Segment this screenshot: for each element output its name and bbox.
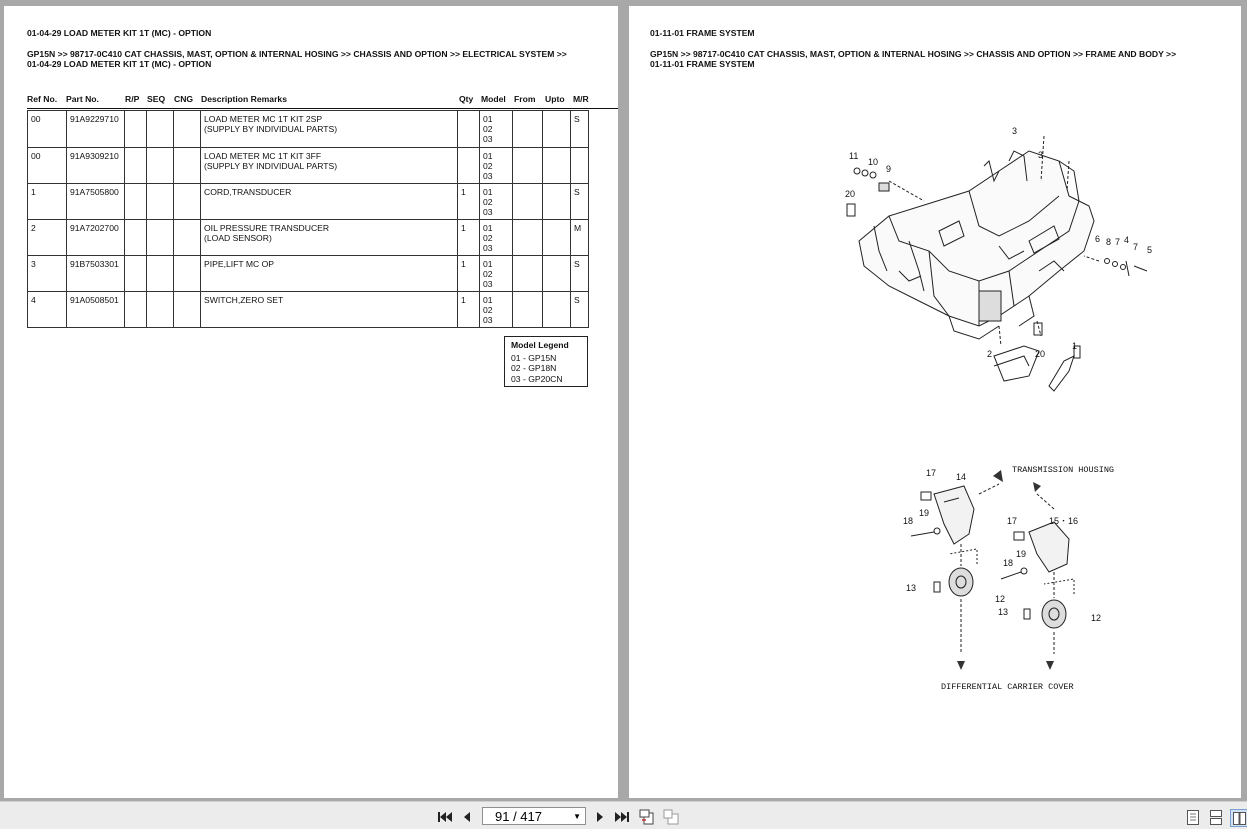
cell-model-text: 01 [483, 187, 493, 197]
cell-description-text: (SUPPLY BY INDIVIDUAL PARTS) [204, 124, 338, 135]
cell-cng [174, 292, 201, 328]
cell-mr-text: S [574, 114, 580, 124]
cell-qty-text: 1 [461, 223, 466, 233]
viewer-toolbar [0, 801, 1247, 829]
page-number-select[interactable] [482, 807, 586, 825]
callout-20a: 20 [845, 189, 856, 199]
col-model: Model [481, 94, 506, 104]
table-row [28, 256, 589, 292]
cell-seq [147, 292, 174, 328]
continuous-view-icon[interactable] [1208, 809, 1224, 825]
cell-ref-text: 3 [31, 259, 36, 269]
cell-qty-text: 1 [461, 295, 466, 305]
cell-qty [458, 292, 480, 328]
cell-from [513, 148, 543, 184]
model-legend-title: Model Legend [511, 340, 569, 350]
callout-10: 10 [868, 157, 879, 167]
cell-mr-text: S [574, 295, 580, 305]
cell-mr-text: S [574, 187, 580, 197]
left-page [4, 6, 618, 798]
fit-icon[interactable] [663, 809, 679, 825]
chevron-down-icon: ▼ [573, 812, 581, 821]
callout-13a: 13 [906, 583, 917, 593]
table-row [28, 111, 589, 148]
cell-model-text: 01 [483, 151, 493, 161]
cell-model-text: 01 [483, 114, 493, 124]
cell-from [513, 256, 543, 292]
cell-mr [571, 184, 589, 220]
cell-mr [571, 256, 589, 292]
cell-ref [28, 292, 67, 328]
cell-part-no-text: 91A7202700 [70, 223, 119, 233]
callout-15-16: 15・16 [1049, 516, 1079, 526]
col-mr: M/R [573, 94, 589, 104]
cell-cng [174, 184, 201, 220]
cell-qty [458, 220, 480, 256]
left-breadcrumb-line2: 01-04-29 LOAD METER KIT 1T (MC) - OPTION [27, 59, 212, 69]
callout-17a: 17 [926, 468, 937, 478]
cell-rp [125, 220, 147, 256]
cell-mr [571, 220, 589, 256]
col-upto: Upto [545, 94, 565, 104]
two-page-view-icon[interactable] [1230, 809, 1247, 827]
callout-20b: 20 [1035, 349, 1046, 359]
cell-upto [543, 111, 571, 148]
table-row [28, 220, 589, 256]
table-row [28, 184, 589, 220]
callout-2: 2 [987, 349, 993, 359]
cell-rp [125, 256, 147, 292]
cell-seq [147, 148, 174, 184]
cell-ref [28, 148, 67, 184]
cell-upto [543, 292, 571, 328]
right-page-title: 01-11-01 FRAME SYSTEM [650, 28, 755, 38]
cell-model-text: 03 [483, 315, 493, 326]
cell-ref [28, 111, 67, 148]
cell-cng [174, 111, 201, 148]
cell-description-text: LOAD METER MC 1T KIT 2SP [204, 114, 323, 124]
legend-item: 03 - GP20CN [511, 373, 563, 384]
cell-model [480, 292, 513, 328]
cell-description [201, 220, 458, 256]
cell-model-text: 03 [483, 207, 493, 218]
cell-model-text: 03 [483, 171, 493, 182]
cell-rp [125, 111, 147, 148]
cell-description [201, 256, 458, 292]
callout-5: 5 [1147, 245, 1153, 255]
callout-12b: 12 [1091, 613, 1102, 623]
col-seq: SEQ [147, 94, 166, 104]
prev-page-icon[interactable] [459, 809, 475, 825]
cell-seq [147, 184, 174, 220]
callout-3a: 3 [1012, 126, 1018, 136]
cell-qty-text: 1 [461, 187, 466, 197]
cell-mr [571, 148, 589, 184]
left-breadcrumb-line1: GP15N >> 98717-0C410 CAT CHASSIS, MAST, OPTION & INTERNAL HOSING >> CHASSIS AND OPTION >> ELECTRICAL SYSTEM >> [27, 49, 567, 59]
cell-description-text: LOAD METER MC 1T KIT 3FF [204, 151, 322, 161]
cell-qty [458, 256, 480, 292]
cell-description-text: (LOAD SENSOR) [204, 233, 272, 244]
cell-upto [543, 220, 571, 256]
cell-mr-text: M [574, 223, 582, 233]
cell-model [480, 111, 513, 148]
cell-rp [125, 292, 147, 328]
cell-model-text: 02 [483, 197, 493, 208]
callout-7b: 7 [1133, 242, 1139, 252]
cell-upto [543, 256, 571, 292]
callout-17b: 17 [1007, 516, 1018, 526]
callout-14: 14 [956, 472, 967, 482]
cell-model-text: 03 [483, 279, 493, 290]
cell-ref-text: 2 [31, 223, 36, 233]
cell-from [513, 220, 543, 256]
col-from: From [514, 94, 536, 104]
callout-18b: 18 [1003, 558, 1014, 568]
cell-cng [174, 256, 201, 292]
frame-exploded-diagram [829, 121, 1169, 401]
cell-model-text: 01 [483, 259, 493, 269]
callout-1: 1 [1072, 341, 1078, 351]
page-number-value: 91 / 417 [495, 809, 542, 824]
cell-ref-text: 00 [31, 151, 41, 161]
callout-6: 6 [1095, 234, 1101, 244]
mount-exploded-diagram [889, 454, 1149, 694]
col-part-no: Part No. [66, 94, 99, 104]
legend-item: 01 - GP15N [511, 353, 557, 364]
cell-part-no [67, 256, 125, 292]
cell-ref [28, 184, 67, 220]
cell-part-no-text: 91A9309210 [70, 151, 119, 161]
cell-cng [174, 148, 201, 184]
cell-mr-text: S [574, 259, 580, 269]
cell-part-no [67, 220, 125, 256]
cell-ref-text: 00 [31, 114, 41, 124]
callout-19a: 19 [919, 508, 930, 518]
cell-upto [543, 148, 571, 184]
cell-description-text: CORD,TRANSDUCER [204, 187, 292, 197]
cell-model-text: 01 [483, 223, 493, 233]
callout-13b: 13 [998, 607, 1009, 617]
table-row [28, 148, 589, 184]
first-page-icon[interactable] [437, 809, 453, 825]
transmission-housing-label: TRANSMISSION HOUSING [1012, 465, 1115, 475]
cell-qty [458, 111, 480, 148]
cell-part-no-text: 91A9229710 [70, 114, 119, 124]
cell-qty-text: 1 [461, 259, 466, 269]
cell-from [513, 292, 543, 328]
callout-7a: 7 [1115, 237, 1121, 247]
cell-model [480, 184, 513, 220]
cell-model-text: 01 [483, 295, 493, 305]
cell-part-no [67, 111, 125, 148]
cell-description [201, 292, 458, 328]
next-page-icon[interactable] [592, 809, 608, 825]
col-rp: R/P [125, 94, 140, 104]
legend-item: 02 - GP18N [511, 363, 557, 374]
cell-seq [147, 111, 174, 148]
cell-model-text: 03 [483, 243, 493, 254]
cell-upto [543, 184, 571, 220]
cell-seq [147, 256, 174, 292]
cell-part-no [67, 292, 125, 328]
cell-model [480, 148, 513, 184]
cell-ref-text: 1 [31, 187, 36, 197]
callout-4: 4 [1124, 235, 1130, 245]
cell-ref [28, 220, 67, 256]
cell-description [201, 148, 458, 184]
cell-model [480, 256, 513, 292]
cell-model-text: 02 [483, 161, 493, 172]
left-page-title: 01-04-29 LOAD METER KIT 1T (MC) - OPTION [27, 28, 212, 38]
col-description: Description Remarks [201, 94, 287, 104]
cell-description [201, 111, 458, 148]
right-page [629, 6, 1241, 798]
callout-11: 11 [849, 151, 859, 161]
cell-model [480, 220, 513, 256]
cell-ref [28, 256, 67, 292]
callout-8: 8 [1106, 237, 1112, 247]
single-page-view-icon[interactable] [1185, 809, 1201, 825]
cell-ref-text: 4 [31, 295, 36, 305]
cell-description-text: OIL PRESSURE TRANSDUCER [204, 223, 330, 233]
callout-12a: 12 [995, 594, 1006, 604]
callout-9: 9 [886, 164, 892, 174]
cell-rp [125, 184, 147, 220]
rotate-icon[interactable] [639, 809, 655, 825]
cell-description-text: SWITCH,ZERO SET [204, 295, 284, 305]
cell-model-text: 02 [483, 233, 493, 244]
col-qty: Qty [459, 94, 474, 104]
cell-seq [147, 220, 174, 256]
col-cng: CNG [174, 94, 194, 104]
cell-description-text: (SUPPLY BY INDIVIDUAL PARTS) [204, 161, 338, 172]
cell-model-text: 03 [483, 134, 493, 145]
cell-from [513, 111, 543, 148]
cell-part-no-text: 91B7503301 [70, 259, 119, 269]
cell-model-text: 02 [483, 124, 493, 135]
cell-part-no-text: 91A0508501 [70, 295, 119, 305]
cell-part-no [67, 184, 125, 220]
cell-qty [458, 148, 480, 184]
cell-rp [125, 148, 147, 184]
cell-model-text: 02 [483, 305, 493, 316]
table-row [28, 292, 589, 328]
model-legend [504, 336, 588, 387]
cell-part-no-text: 91A7505800 [70, 187, 119, 197]
callout-3b: 3 [1038, 150, 1044, 160]
parts-table [27, 110, 589, 328]
right-breadcrumb-line1: GP15N >> 98717-0C410 CAT CHASSIS, MAST, OPTION & INTERNAL HOSING >> CHASSIS AND OPTION >> FRAME AND BODY >> [650, 49, 1177, 59]
cell-model-text: 02 [483, 269, 493, 280]
cell-cng [174, 220, 201, 256]
right-breadcrumb-line2: 01-11-01 FRAME SYSTEM [650, 59, 755, 69]
cell-mr [571, 111, 589, 148]
cell-qty [458, 184, 480, 220]
callout-19b: 19 [1016, 549, 1027, 559]
cell-from [513, 184, 543, 220]
differential-carrier-label: DIFFERENTIAL CARRIER COVER [941, 682, 1074, 692]
callout-18a: 18 [903, 516, 914, 526]
header-divider [27, 108, 618, 109]
cell-description-text: PIPE,LIFT MC OP [204, 259, 275, 269]
last-page-icon[interactable] [614, 809, 630, 825]
cell-mr [571, 292, 589, 328]
col-ref-no: Ref No. [27, 94, 58, 104]
cell-description [201, 184, 458, 220]
cell-part-no [67, 148, 125, 184]
